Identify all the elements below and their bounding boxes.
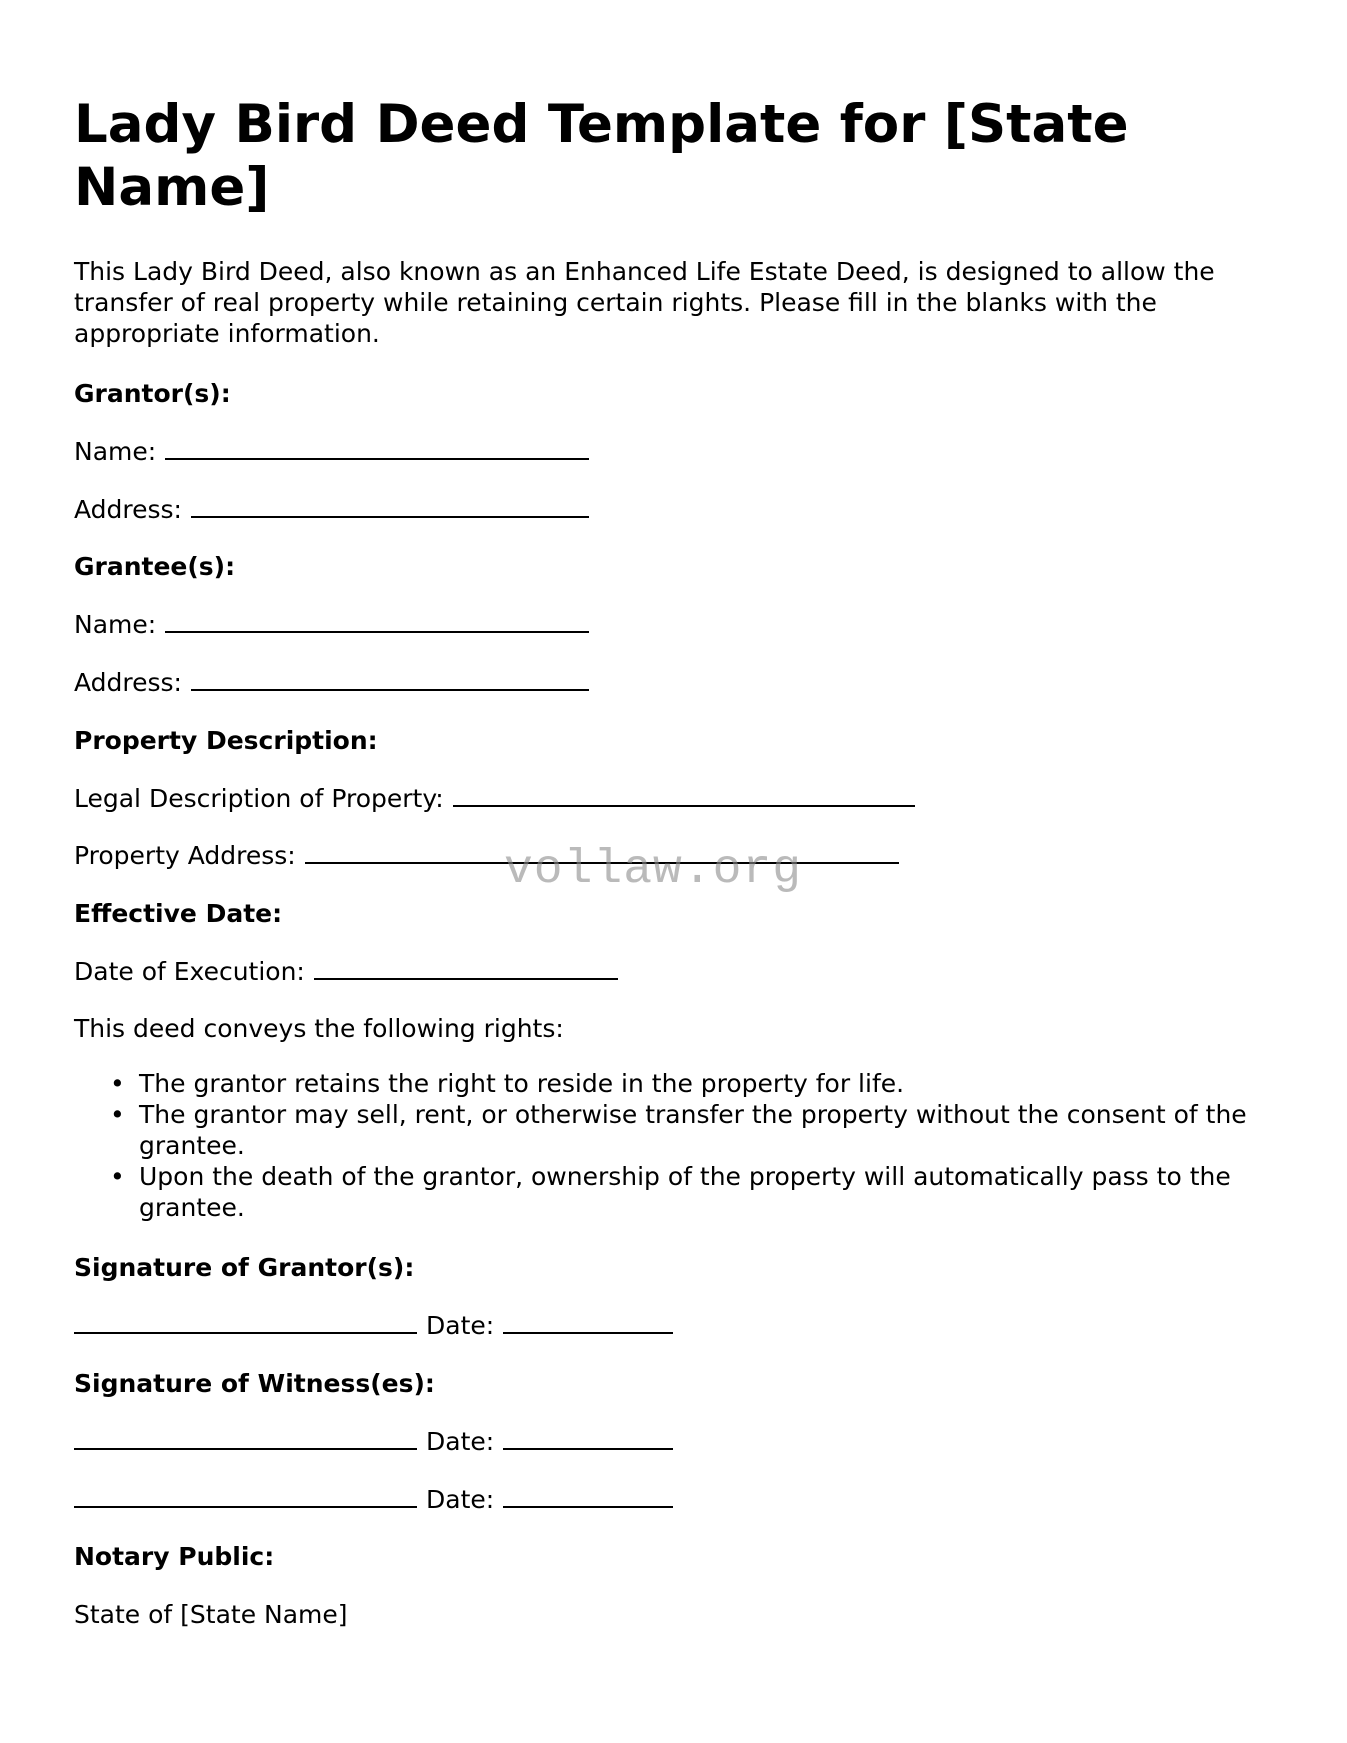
rights-list-item: • The grantor retains the right to reside in the property for life. (110, 1069, 905, 1098)
grantor-signature-heading: Signature of Grantor(s): (74, 1253, 415, 1282)
bullet-icon: • (110, 1069, 125, 1098)
witness-date-blank-2[interactable] (503, 1484, 673, 1508)
grantee-name-label: Name: (74, 610, 157, 639)
grantor-signature-date-label: Date: (426, 1311, 495, 1340)
property-legal-blank[interactable] (453, 783, 915, 807)
grantee-name-row (74, 609, 589, 640)
effective-date-heading: Effective Date: (74, 899, 283, 928)
grantor-heading: Grantor(s): (74, 379, 231, 408)
property-heading: Property Description: (74, 726, 378, 755)
witness-date-label-2: Date: (426, 1485, 495, 1514)
property-legal-label: Legal Description of Property: (74, 784, 444, 813)
watermark: vollaw.org (504, 843, 803, 897)
grantor-signature-blank[interactable] (74, 1310, 417, 1334)
grantor-address-blank[interactable] (191, 494, 589, 518)
grantee-heading: Grantee(s): (74, 552, 236, 581)
document-title: Lady Bird Deed Template for [State Name] (74, 94, 1129, 218)
grantor-name-blank[interactable] (165, 436, 589, 460)
rights-list (74, 1068, 1334, 1223)
execution-date-label: Date of Execution: (74, 957, 305, 986)
witness-signature-blank-1[interactable] (74, 1426, 417, 1450)
rights-list-item: • The grantor may sell, rent, or otherwise transfer the property without the consent of the grantee. (110, 1100, 1247, 1160)
grantor-signature-date-blank[interactable] (503, 1310, 673, 1334)
witness-date-label-1: Date: (426, 1427, 495, 1456)
notary-state: State of [State Name] (74, 1600, 348, 1629)
property-legal-row (74, 783, 915, 814)
witness-signature-blank-2[interactable] (74, 1484, 417, 1508)
rights-intro: This deed conveys the following rights: (74, 1014, 564, 1043)
witness-date-blank-1[interactable] (503, 1426, 673, 1450)
execution-date-blank[interactable] (314, 956, 618, 980)
grantor-name-label: Name: (74, 437, 157, 466)
grantee-address-label: Address: (74, 668, 182, 697)
grantee-name-blank[interactable] (165, 609, 589, 633)
rights-list-item: • Upon the death of the grantor, ownership of the property will automatically pass to the grantee. (110, 1162, 1231, 1222)
grantee-address-row (74, 667, 589, 698)
grantor-address-label: Address: (74, 495, 182, 524)
witness-signature-row-1 (74, 1426, 673, 1457)
intro-paragraph: This Lady Bird Deed, also known as an Enhanced Life Estate Deed, is designed to allow the transfer of real property while retaining certain rights. Please fill in the blanks with the appropriate information. (74, 257, 1215, 348)
grantor-name-row (74, 436, 589, 467)
property-address-label: Property Address: (74, 841, 296, 870)
execution-date-row (74, 956, 618, 987)
bullet-icon: • (110, 1100, 125, 1129)
grantor-signature-row (74, 1310, 673, 1341)
grantor-address-row (74, 494, 589, 525)
witness-signature-heading: Signature of Witness(es): (74, 1369, 435, 1398)
witness-signature-row-2 (74, 1484, 673, 1515)
bullet-icon: • (110, 1162, 125, 1191)
notary-heading: Notary Public: (74, 1542, 275, 1571)
grantee-address-blank[interactable] (191, 667, 589, 691)
